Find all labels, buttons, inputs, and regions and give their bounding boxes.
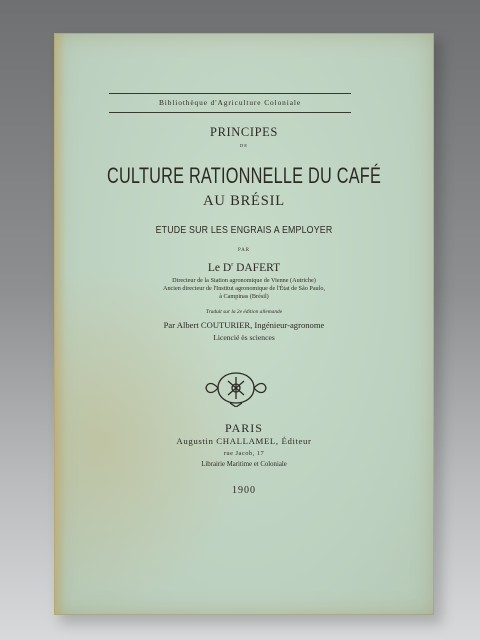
author-prefix: Le D xyxy=(207,262,232,274)
publisher: Augustin CHALLAMEL, Éditeur xyxy=(176,436,312,446)
author-credential-2: Ancien directeur de l'Institut agronomique de l'État de São Paulo, xyxy=(162,285,326,292)
author-credential-3: à Campinas (Brésil) xyxy=(219,293,269,300)
subtitle: ÉTUDE SUR LES ENGRAIS A EMPLOYER xyxy=(155,225,333,236)
translator-degree: Licencié ès sciences xyxy=(213,333,275,342)
au-bresil-text: AU BRÉSIL xyxy=(203,193,285,209)
main-title: CULTURE RATIONNELLE DU CAFÉ xyxy=(106,163,382,188)
translator: Par Albert COUTURIER, Ingénieur-agronome xyxy=(163,320,325,330)
series-banner xyxy=(109,93,351,113)
series-text: Bibliothèque d'Agriculture Coloniale xyxy=(158,98,302,107)
de-text: DE xyxy=(240,143,248,148)
year: 1900 xyxy=(232,485,256,496)
translation-note: Traduit sur la 2e édition allemande xyxy=(205,309,283,315)
author-name: DAFERT xyxy=(236,262,281,274)
book-cover xyxy=(54,33,434,615)
city: PARIS xyxy=(225,421,263,435)
bookshop: Librairie Maritime et Coloniale xyxy=(201,461,287,468)
author-credential-1: Directeur de la Station agronomique de Vienne (Autriche) xyxy=(172,277,316,284)
author-sup: r xyxy=(231,262,234,269)
author xyxy=(54,262,434,274)
ornament-icon xyxy=(204,369,268,407)
principes-text: PRINCIPES xyxy=(210,125,278,139)
par-text: PAR xyxy=(238,248,250,253)
publisher-address: rue Jacob, 17 xyxy=(223,450,265,457)
